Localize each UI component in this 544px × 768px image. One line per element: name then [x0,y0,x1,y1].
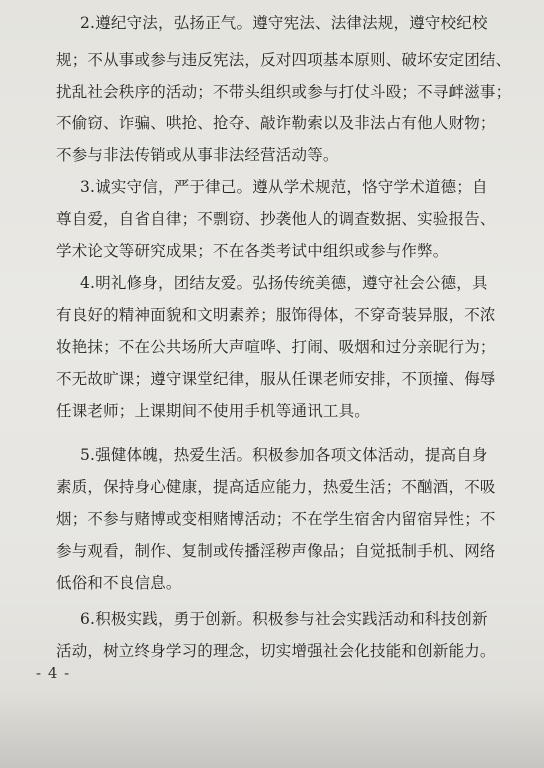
paragraph-4-line-4: 不无故旷课；遵守课堂纪律，服从任课老师安排，不顶撞、侮辱 [56,370,496,388]
paragraph-3-line-2: 尊自爱，自省自律；不剽窃、抄袭他人的调查数据、实验报告、 [56,210,496,228]
paragraph-5-line-4: 参与观看，制作、复制或传播淫秽声像品；自觉抵制手机、网络 [56,542,496,560]
paragraph-5-line-2: 素质，保持身心健康，提高适应能力，热爱生活；不酗酒，不吸 [56,478,496,496]
page-shadow [0,690,544,768]
paragraph-2-line-4: 不偷窃、诈骗、哄抢、抢夺、敲诈勒索以及非法占有他人财物； [56,114,496,132]
paragraph-3-line-3: 学术论文等研究成果；不在各类考试中组织或参与作弊。 [56,242,449,260]
paragraph-2-line-1: 2.遵纪守法，弘扬正气。遵守宪法、法律法规，遵守校纪校 [80,14,488,32]
paragraph-2-line-3: 扰乱社会秩序的活动；不带头组织或参与打仗斗殴；不寻衅滋事； [56,83,512,101]
paragraph-5-line-5: 低俗和不良信息。 [56,574,182,592]
page-number: - 4 - [36,664,71,682]
paragraph-4-line-3: 妆艳抹；不在公共场所大声喧哗、打闹、吸烟和过分亲昵行为； [56,338,496,356]
paragraph-2-line-2: 规；不从事或参与违反宪法，反对四项基本原则、破坏安定团结、 [56,51,512,69]
paragraph-5-line-3: 烟；不参与赌博或变相赌博活动；不在学生宿舍内留宿异性；不 [56,510,496,528]
paragraph-2-line-5: 不参与非法传销或从事非法经营活动等。 [56,146,339,164]
paragraph-3-line-1: 3.诚实守信，严于律己。遵从学术规范，恪守学术道德；自 [80,178,488,196]
paragraph-4-line-2: 有良好的精神面貌和文明素养；服饰得体，不穿奇装异服，不浓 [56,306,496,324]
paragraph-4-line-5: 任课老师；上课期间不使用手机等通讯工具。 [56,402,371,420]
paragraph-6-line-1: 6.积极实践，勇于创新。积极参与社会实践活动和科技创新 [80,610,488,628]
paragraph-5-line-1: 5.强健体魄，热爱生活。积极参加各项文体活动，提高自身 [80,446,488,464]
paragraph-4-line-1: 4.明礼修身，团结友爱。弘扬传统美德，遵守社会公德，具 [80,274,488,292]
paragraph-6-line-2: 活动，树立终身学习的理念，切实增强社会化技能和创新能力。 [56,642,496,660]
